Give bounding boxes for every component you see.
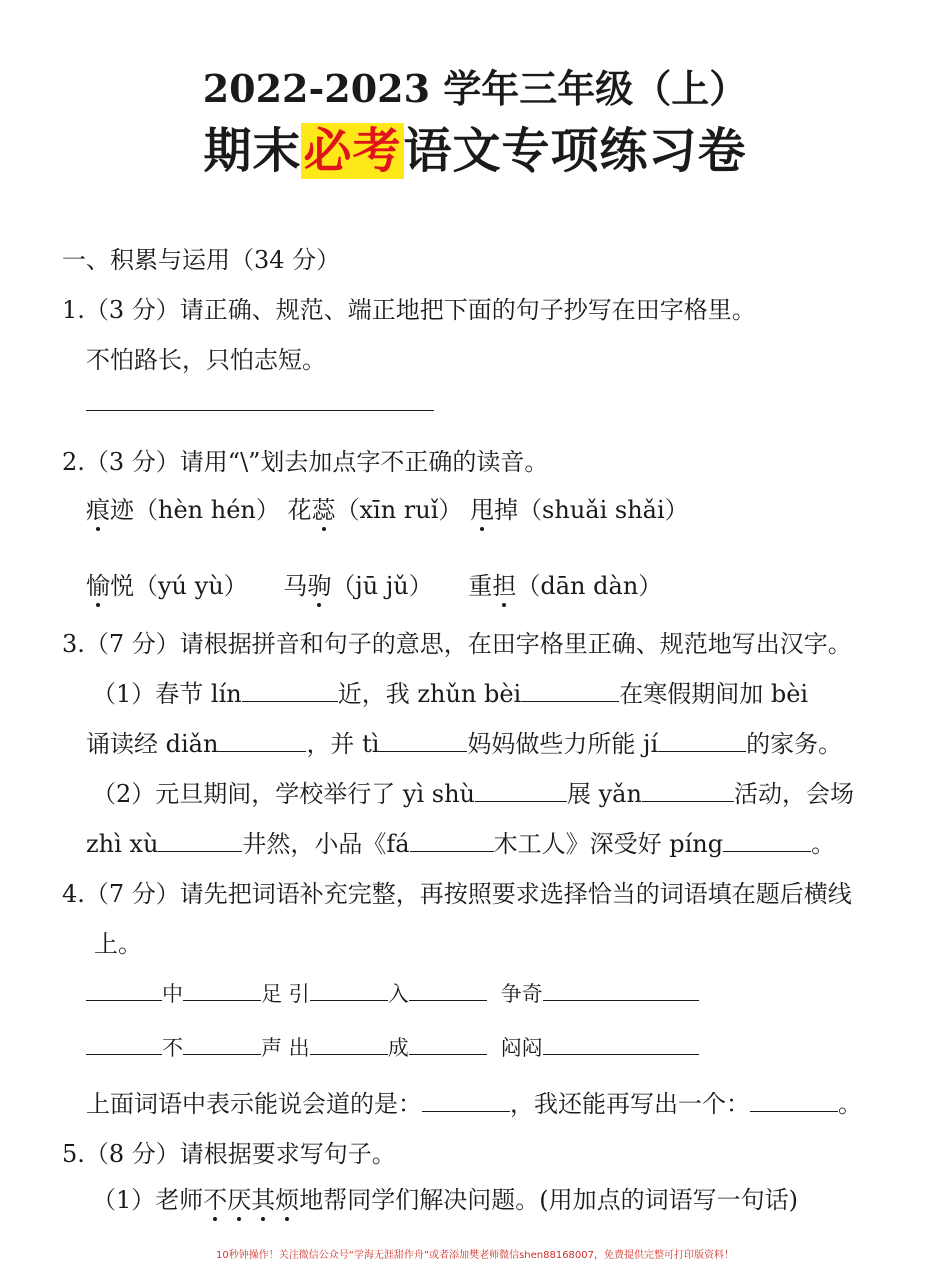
q4-prompt-cont: 上。 [94,930,142,958]
blank[interactable] [183,1032,261,1055]
q4-row-1: 中 足 引 入 争奇 [86,978,699,1008]
q1-answer-line[interactable] [86,410,434,411]
blank[interactable] [723,829,811,852]
q2-item: 马驹（jū jǔ） [283,572,433,600]
blank[interactable] [409,978,487,1001]
blank[interactable] [379,729,467,752]
blank[interactable] [422,1089,510,1112]
section-heading: 一、积累与运用（34 分） [62,246,341,274]
title-suffix: 语文专项练习卷 [403,123,747,179]
title-line-2 [0,112,950,181]
q1-sentence: 不怕路长，只怕志短。 [86,346,326,374]
blank[interactable] [750,1089,838,1112]
blank[interactable] [658,729,746,752]
q4-prompt: 4.（7 分）请先把词语补充完整，再按照要求选择恰当的词语填在题后横线 [62,880,852,908]
q4-question: 上面词语中表示能说会道的是： ，我还能再写出一个： 。 [86,1090,862,1118]
q1-prompt: 1.（3 分）请正确、规范、端正地把下面的句子抄写在田字格里。 [62,296,756,324]
title-prefix: 期末 [203,123,302,179]
blank[interactable] [410,829,494,852]
blank[interactable] [218,729,306,752]
blank[interactable] [409,1032,487,1055]
q2-item: 重担（dān dàn） [468,572,663,600]
q4-row-2: 不 声 出 成 闷闷 [86,1032,699,1062]
footer-notice: 10秒钟操作！关注微信公众号“学海无涯甜作舟”或者添加樊老师微信shen88168007，免费提供完整可打印版资料！ [215,1250,735,1261]
blank[interactable] [475,779,567,802]
q2-prompt: 2.（3 分）请用“\”划去加点字不正确的读音。 [62,448,549,476]
q2-row-2 [86,566,662,601]
q3-part-1-line-1: （1）春节 lín 近，我 zhǔn bèi 在寒假期间加 bèi [92,680,809,708]
blank[interactable] [543,978,699,1001]
q5-sub-1: （1）老师不厌其烦地帮同学们解决问题。(用加点的词语写一句话) [92,1186,799,1214]
q2-row-1 [86,490,689,525]
q2-item: 愉悦（yú yù） [86,572,248,600]
blank[interactable] [310,1032,388,1055]
q3-part-2-line-2: zhì xù 井然，小品《fá 木工人》深受好 píng 。 [86,830,836,858]
q3-part-2-line-1: （2）元旦期间，学校举行了 yì shù 展 yǎn 活动，会场 [92,780,854,808]
title-highlight: 必考 [303,123,402,179]
blank[interactable] [242,679,338,702]
q5-prompt: 5.（8 分）请根据要求写句子。 [62,1140,396,1168]
q3-prompt: 3.（7 分）请根据拼音和句子的意思，在田字格里正确、规范地写出汉字。 [62,630,852,658]
q3-part-1-line-2: 诵读经 diǎn ，并 tì 妈妈做些力所能 jí 的家务。 [86,730,843,758]
blank[interactable] [158,829,242,852]
blank[interactable] [183,978,261,1001]
title-line-1: 2022-2023 学年三年级（上） [202,66,748,111]
blank[interactable] [543,1032,699,1055]
blank[interactable] [521,679,619,702]
q2-item: 甩掉（shuǎi shǎi） [470,496,689,524]
blank[interactable] [310,978,388,1001]
blank[interactable] [86,978,162,1001]
blank[interactable] [642,779,734,802]
q2-item: 痕迹（hèn hén） [86,496,280,524]
q2-item: 花蕊（xīn ruǐ） [287,496,463,524]
blank[interactable] [86,1032,162,1055]
